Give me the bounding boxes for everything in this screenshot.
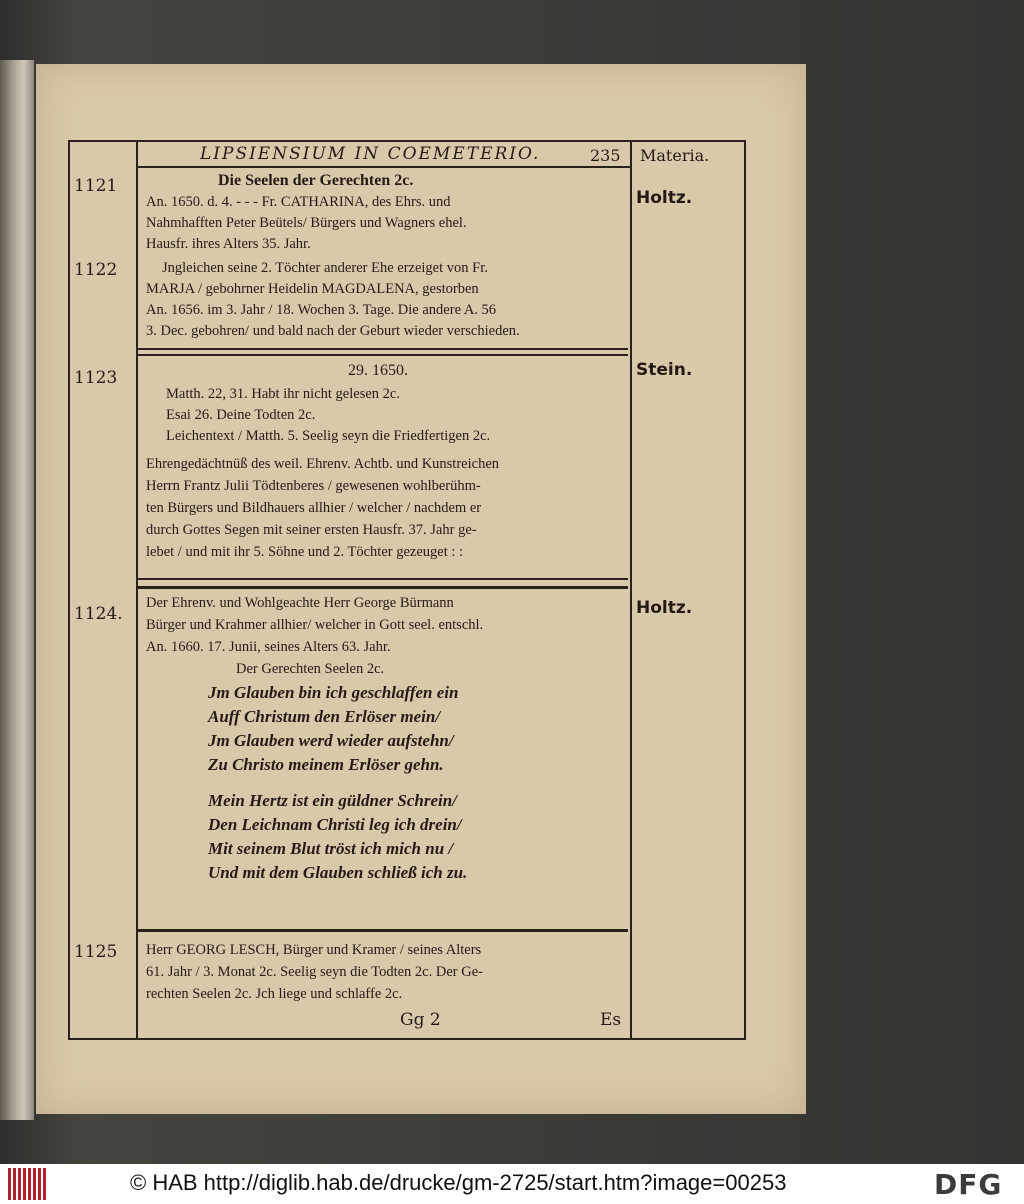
copyright-link[interactable]: © HAB http://diglib.hab.de/drucke/gm-2725/start.htm?image=00253 <box>130 1170 787 1195</box>
verse-line: Mit seinem Blut tröst ich mich nu / <box>208 839 454 858</box>
signature-mark: Gg 2 <box>400 1010 441 1030</box>
catchword: Es <box>600 1010 622 1030</box>
dfg-logo: DFG <box>934 1168 1003 1201</box>
viewer-footer-strip <box>0 1164 1024 1204</box>
entry-date: 29. 1650. <box>348 362 408 379</box>
entry-block-1124 <box>138 586 628 931</box>
verse-line: Zu Christo meinem Erlöser gehn. <box>208 755 444 774</box>
entry-number: 1124. <box>74 604 123 624</box>
entry-text-line: Hausfr. ihres Alters 35. Jahr. <box>146 236 311 252</box>
entry-text-line: An. 1656. im 3. Jahr / 18. Wochen 3. Tage. Die andere A. 56 <box>146 302 497 318</box>
verse-line: Auff Christum den Erlöser mein/ <box>208 707 441 726</box>
page-number: 235 <box>590 146 621 165</box>
material-column-header: Materia. <box>640 146 710 165</box>
entry-text-line: Esai 26. Deine Todten 2c. <box>166 407 316 423</box>
entry-material: Holtz. <box>636 598 693 618</box>
entry-text-line: Matth. 22, 31. Habt ihr nicht gelesen 2c. <box>166 386 400 402</box>
library-logo-icon <box>8 1168 48 1200</box>
entry-number: 1125 <box>74 942 118 962</box>
entry-text-line: An. 1650. d. 4. - - - Fr. CATHARINA, des Ehrs. und <box>146 194 451 210</box>
entry-text-line: Der Ehrenv. und Wohlgeachte Herr George Bürmann <box>146 595 454 611</box>
entry-text-line: MARJA / gebohrner Heidelin MAGDALENA, gestorben <box>146 281 479 297</box>
entry-text-line: 3. Dec. gebohren/ und bald nach der Geburt wieder verschieden. <box>146 323 520 339</box>
entry-text-line: Herr GEORG LESCH, Bürger und Kramer / seines Alters <box>146 942 482 958</box>
entry-text-line: 61. Jahr / 3. Monat 2c. Seelig seyn die Todten 2c. Der Ge- <box>146 964 483 980</box>
verse-line: Jm Glauben werd wieder aufstehn/ <box>208 731 454 750</box>
entry-material: Stein. <box>636 360 693 380</box>
entry-text-line: Leichentext / Matth. 5. Seelig seyn die Friedfertigen 2c. <box>166 428 491 444</box>
entry-text-line: Die Seelen der Gerechten 2c. <box>218 172 414 189</box>
verse-line: Mein Hertz ist ein güldner Schrein/ <box>208 791 457 810</box>
entry-text-line: Der Gerechten Seelen 2c. <box>236 661 385 677</box>
running-header: LIPSIENSIUM IN COEMETERIO. <box>200 144 541 164</box>
material-column-rule <box>630 142 632 1038</box>
entry-text-line: Herrn Frantz Julii Tödtenberes / gewesenen wohlberühm- <box>146 478 481 494</box>
entry-text-line: Ehrengedächtnüß des weil. Ehrenv. Achtb. und Kunstreichen <box>146 456 499 472</box>
entry-block-1123 <box>138 354 628 580</box>
verse-line: Und mit dem Glauben schließ ich zu. <box>208 863 468 882</box>
entry-text-line: lebet / und mit ihr 5. Söhne und 2. Töchter gezeuget : : <box>146 544 464 560</box>
entry-block-1121-1122 <box>138 168 628 350</box>
entry-block-1125 <box>138 930 628 1002</box>
entry-number: 1121 <box>74 176 118 196</box>
book-page <box>36 64 806 1114</box>
entry-text-line: Jngleichen seine 2. Töchter anderer Ehe erzeiget von Fr. <box>162 260 488 276</box>
book-spine <box>0 60 34 1120</box>
entry-number: 1122 <box>74 260 118 280</box>
entry-number: 1123 <box>74 368 118 388</box>
verse-line: Den Leichnam Christi leg ich drein/ <box>208 815 462 834</box>
entry-text-line: ten Bürgers und Bildhauers allhier / welcher / nachdem er <box>146 500 482 516</box>
page-frame <box>68 140 746 1040</box>
entry-text-line: Bürger und Krahmer allhier/ welcher in Gott seel. entschl. <box>146 617 484 633</box>
entry-text-line: durch Gottes Segen mit seiner ersten Hausfr. 37. Jahr ge- <box>146 522 477 538</box>
verse-line: Jm Glauben bin ich geschlaffen ein <box>208 683 459 702</box>
entry-text-line: An. 1660. 17. Junii, seines Alters 63. Jahr. <box>146 639 391 655</box>
entry-text-line: rechten Seelen 2c. Jch liege und schlaffe 2c. <box>146 986 403 1002</box>
entry-material: Holtz. <box>636 188 693 208</box>
entry-text-line: Nahmhafften Peter Beütels/ Bürgers und Wagners ehel. <box>146 215 467 231</box>
